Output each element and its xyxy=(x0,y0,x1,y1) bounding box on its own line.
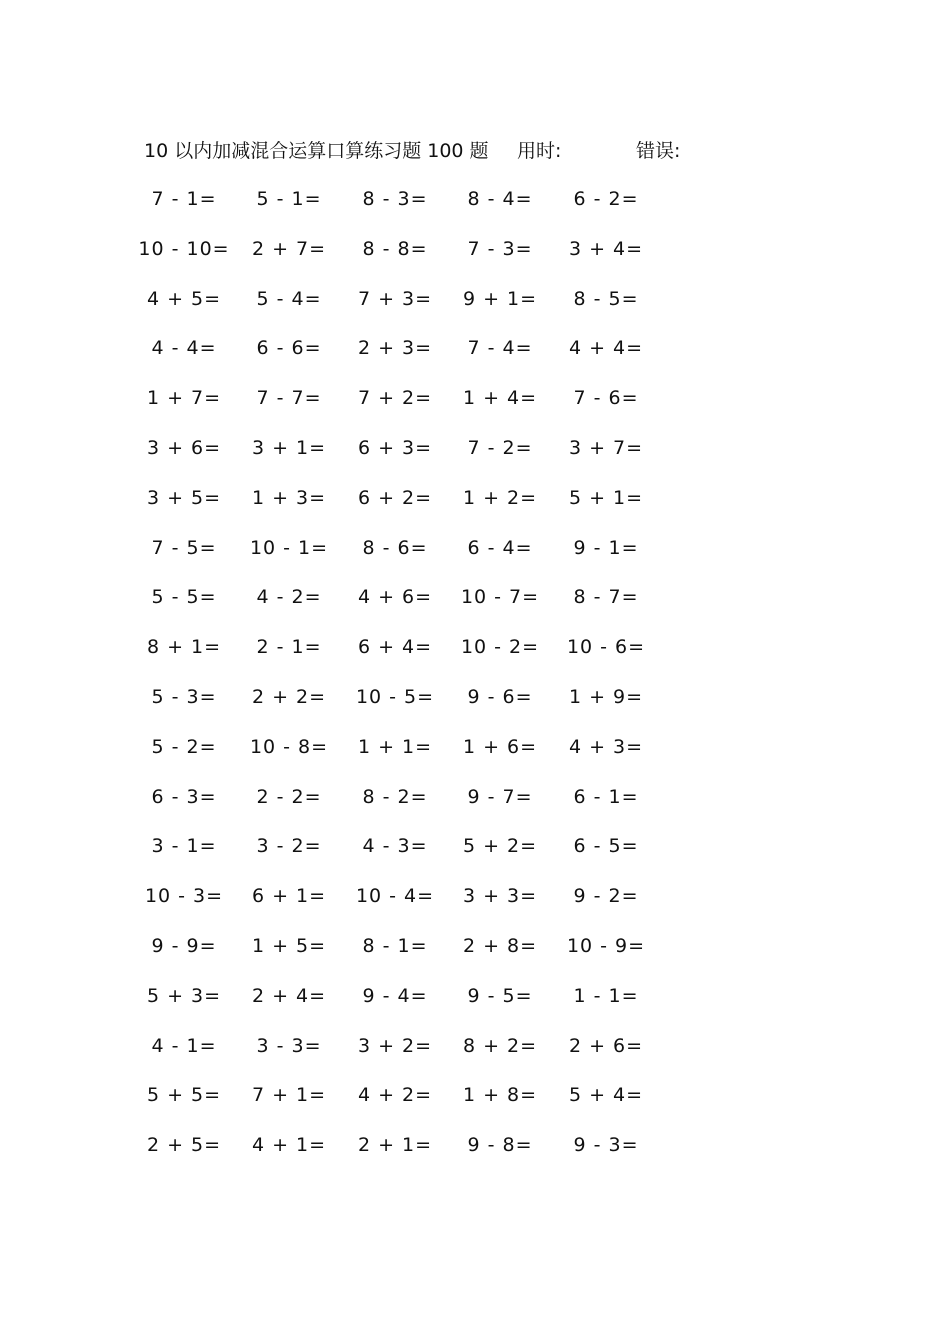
problem-row xyxy=(0,286,950,312)
problem-item: 3 - 3= xyxy=(256,1034,322,1057)
problem-item: 10 - 10= xyxy=(138,237,230,260)
problem-item: 2 + 5= xyxy=(146,1134,222,1157)
problem-item: 6 + 4= xyxy=(357,636,433,659)
problem-item: 1 + 8= xyxy=(462,1084,538,1107)
problem-item: 3 + 4= xyxy=(568,237,644,260)
problem-item: 1 + 1= xyxy=(357,735,433,758)
problem-item: 7 - 6= xyxy=(573,387,639,410)
errors-label: 错误: xyxy=(636,140,681,162)
problem-item: 10 - 5= xyxy=(355,686,435,708)
problem-item: 3 + 1= xyxy=(251,437,327,459)
problem-row xyxy=(0,833,950,859)
problem-row xyxy=(0,485,950,511)
problem-item: 9 - 6= xyxy=(467,686,533,708)
problem-item: 9 - 7= xyxy=(467,785,533,808)
problem-item: 8 + 1= xyxy=(146,636,222,659)
problem-item: 5 + 3= xyxy=(146,984,222,1007)
problem-item: 9 - 9= xyxy=(151,935,217,957)
problem-item: 10 - 2= xyxy=(460,636,540,659)
problem-row xyxy=(0,684,950,710)
problem-row xyxy=(0,1132,950,1158)
problem-item: 10 - 1= xyxy=(249,536,329,559)
problem-item: 4 - 2= xyxy=(256,586,322,609)
problem-row xyxy=(0,535,950,561)
problem-item: 5 - 1= xyxy=(256,188,322,210)
problem-item: 5 - 2= xyxy=(151,735,217,758)
problem-item: 4 + 2= xyxy=(357,1084,433,1107)
problem-item: 3 + 6= xyxy=(146,437,222,459)
problem-item: 5 - 4= xyxy=(256,287,322,310)
problem-item: 6 + 1= xyxy=(251,885,327,908)
problem-item: 9 - 3= xyxy=(573,1134,639,1157)
problem-item: 7 - 5= xyxy=(151,536,217,559)
problem-item: 4 + 4= xyxy=(568,337,644,360)
problem-item: 8 - 7= xyxy=(573,586,639,609)
problem-item: 6 + 2= xyxy=(357,486,433,509)
problem-item: 6 - 1= xyxy=(573,785,639,808)
problem-item: 7 - 4= xyxy=(467,337,533,360)
problem-item: 1 - 1= xyxy=(573,984,639,1007)
problem-item: 7 - 2= xyxy=(467,437,533,459)
problem-item: 5 + 4= xyxy=(568,1084,644,1107)
problem-item: 9 - 5= xyxy=(467,984,533,1007)
problem-item: 7 - 7= xyxy=(256,387,322,410)
problem-item: 2 + 4= xyxy=(251,984,327,1007)
problem-item: 10 - 3= xyxy=(144,885,224,908)
problem-item: 10 - 7= xyxy=(460,586,540,609)
problem-item: 3 + 5= xyxy=(146,486,222,509)
problem-item: 10 - 8= xyxy=(249,735,329,758)
problem-row xyxy=(0,634,950,660)
problem-row xyxy=(0,236,950,262)
problem-item: 1 + 7= xyxy=(146,387,222,410)
problem-item: 7 - 1= xyxy=(151,188,217,210)
problem-item: 6 - 3= xyxy=(151,785,217,808)
problem-item: 8 - 1= xyxy=(362,935,428,957)
problem-item: 2 + 6= xyxy=(568,1034,644,1057)
problem-item: 3 - 2= xyxy=(256,835,322,858)
problem-item: 7 + 1= xyxy=(251,1084,327,1107)
problem-item: 6 + 3= xyxy=(357,437,433,459)
problem-item: 8 - 4= xyxy=(467,188,533,210)
problem-item: 6 - 5= xyxy=(573,835,639,858)
problem-item: 5 - 3= xyxy=(151,686,217,708)
problem-item: 7 - 3= xyxy=(467,237,533,260)
problem-item: 9 - 4= xyxy=(362,984,428,1007)
problem-item: 4 - 3= xyxy=(362,835,428,858)
problem-item: 10 - 4= xyxy=(355,885,435,908)
problem-row xyxy=(0,883,950,909)
problem-item: 4 - 1= xyxy=(151,1034,217,1057)
problem-item: 5 + 5= xyxy=(146,1084,222,1107)
problem-item: 4 + 5= xyxy=(146,287,222,310)
problem-item: 6 - 4= xyxy=(467,536,533,559)
problem-item: 6 - 2= xyxy=(573,188,639,210)
time-label: 用时: xyxy=(517,140,562,162)
worksheet-title: 10 以内加减混合运算口算练习题 100 题 xyxy=(144,140,489,162)
problem-item: 1 + 6= xyxy=(462,735,538,758)
problem-row xyxy=(0,983,950,1009)
problem-item: 2 + 1= xyxy=(357,1134,433,1157)
problem-row xyxy=(0,584,950,610)
problem-item: 4 + 1= xyxy=(251,1134,327,1157)
problem-item: 1 + 5= xyxy=(251,935,327,957)
problem-item: 5 + 2= xyxy=(462,835,538,858)
problem-item: 8 - 2= xyxy=(362,785,428,808)
problem-item: 8 - 5= xyxy=(573,287,639,310)
problem-item: 2 - 1= xyxy=(256,636,322,659)
problem-item: 8 - 8= xyxy=(362,237,428,260)
problem-item: 7 + 2= xyxy=(357,387,433,410)
problem-item: 7 + 3= xyxy=(357,287,433,310)
problem-item: 6 - 6= xyxy=(256,337,322,360)
problem-row xyxy=(0,385,950,411)
problem-row xyxy=(0,1082,950,1108)
problem-row xyxy=(0,186,950,212)
problem-item: 9 - 2= xyxy=(573,885,639,908)
problem-item: 9 - 1= xyxy=(573,536,639,559)
problem-item: 5 + 1= xyxy=(568,486,644,509)
problem-item: 3 + 7= xyxy=(568,437,644,459)
problem-item: 5 - 5= xyxy=(151,586,217,609)
problem-item: 9 - 8= xyxy=(467,1134,533,1157)
problem-item: 8 + 2= xyxy=(462,1034,538,1057)
problem-item: 8 - 6= xyxy=(362,536,428,559)
problem-row xyxy=(0,933,950,959)
problem-item: 1 + 9= xyxy=(568,686,644,708)
problem-item: 2 + 3= xyxy=(357,337,433,360)
problem-item: 10 - 6= xyxy=(566,636,646,659)
problem-item: 4 + 6= xyxy=(357,586,433,609)
problem-row xyxy=(0,784,950,810)
problem-item: 8 - 3= xyxy=(362,188,428,210)
problem-item: 2 - 2= xyxy=(256,785,322,808)
problem-row xyxy=(0,734,950,760)
problem-item: 9 + 1= xyxy=(462,287,538,310)
problem-item: 3 - 1= xyxy=(151,835,217,858)
problem-row xyxy=(0,335,950,361)
problem-item: 3 + 2= xyxy=(357,1034,433,1057)
problem-item: 4 - 4= xyxy=(151,337,217,360)
problem-item: 2 + 7= xyxy=(251,237,327,260)
problem-item: 1 + 2= xyxy=(462,486,538,509)
problem-item: 1 + 3= xyxy=(251,486,327,509)
problem-item: 2 + 2= xyxy=(251,686,327,708)
problem-item: 10 - 9= xyxy=(566,935,646,957)
problem-item: 3 + 3= xyxy=(462,885,538,908)
problem-row xyxy=(0,1033,950,1059)
problem-item: 4 + 3= xyxy=(568,735,644,758)
problem-row xyxy=(0,435,950,461)
problem-item: 2 + 8= xyxy=(462,935,538,957)
problem-item: 1 + 4= xyxy=(462,387,538,410)
